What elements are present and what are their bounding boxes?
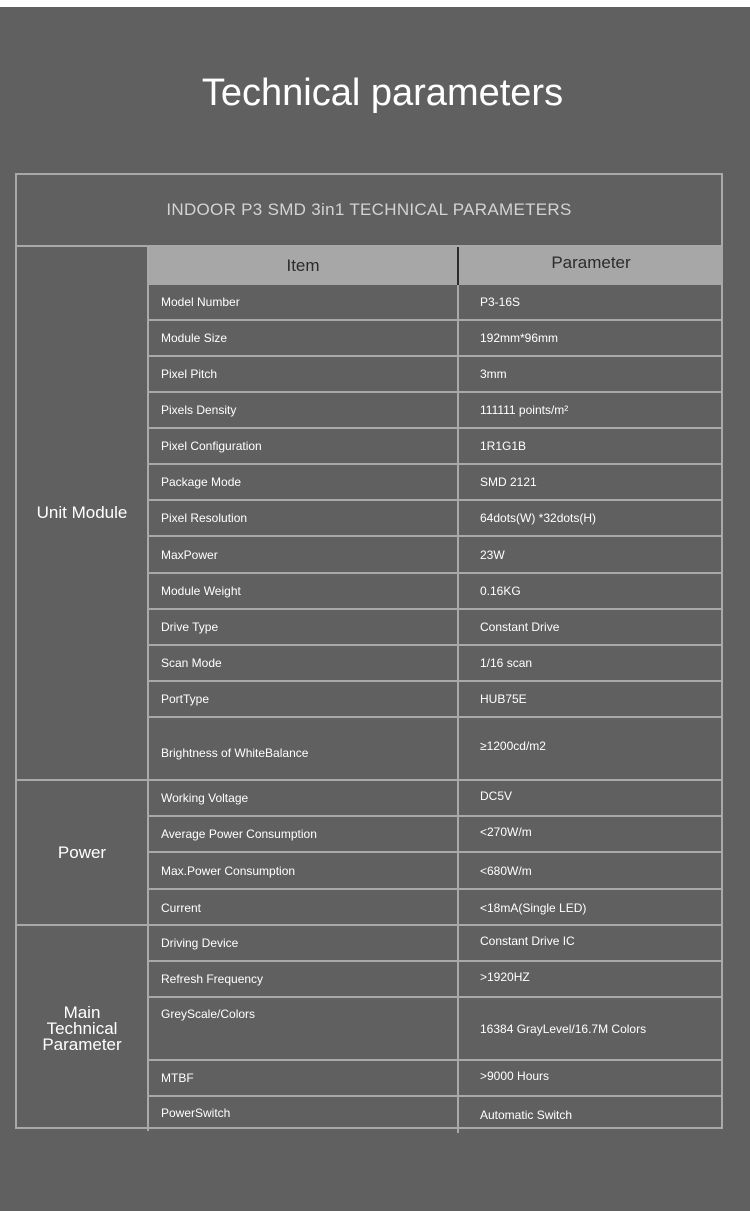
item-cell: PowerSwitch [149,1097,459,1133]
item-cell: MTBF [149,1061,459,1095]
table-row [149,817,723,853]
header-item: Item [149,247,459,285]
table-row [149,781,723,817]
table-row [149,998,723,1061]
parameter-cell: 1/16 scan [480,656,533,670]
parameter-cell: <680W/m [480,863,532,878]
group-label: Unit Module [17,247,149,779]
table-row [149,357,723,393]
parameter-cell: ≥1200cd/m2 [480,738,546,753]
parameters-table [15,173,723,1129]
parameter-cell: DC5V [480,789,513,803]
top-image-strip [0,0,750,7]
table-row [149,926,723,962]
parameter-cell: 192mm*96mm [480,331,559,345]
parameter-cell: 23W [480,547,505,562]
item-cell: Pixel Resolution [149,501,459,535]
item-cell: Brightness of WhiteBalance [149,718,459,779]
parameter-cell: >9000 Hours [480,1069,550,1083]
parameter-cell: 3mm [480,367,507,381]
table-row [149,1061,723,1097]
table-row [149,718,723,779]
item-cell: Driving Device [149,926,459,960]
table-row [149,646,723,682]
item-cell: Pixel Configuration [149,429,459,463]
parameter-cell: >1920HZ [480,970,530,984]
parameter-cell: Constant Drive [480,620,560,634]
item-cell: Module Weight [149,574,459,608]
item-cell: Working Voltage [149,781,459,815]
table-row [149,574,723,610]
parameter-cell: SMD 2121 [480,475,537,489]
parameter-cell: <18mA(Single LED) [480,901,587,915]
group-main-technical-parameter [17,924,723,1131]
table-row [149,393,723,429]
table-row [149,682,723,718]
parameter-cell: 1R1G1B [480,439,527,453]
item-cell: Pixels Density [149,393,459,427]
group-label: Main Technical Parameter [17,926,149,1131]
parameter-cell: Automatic Switch [480,1108,573,1122]
table-row [149,1097,723,1133]
table-row [149,465,723,501]
item-cell: Package Mode [149,465,459,499]
group-label: Power [17,781,149,924]
table-row [149,501,723,537]
item-cell: MaxPower [149,537,459,572]
parameter-cell: <270W/m [480,825,532,839]
table-row [149,962,723,998]
item-cell: Refresh Frequency [149,962,459,996]
group-unit-module [17,247,723,779]
table-row [149,890,723,926]
item-cell: Current [149,890,459,926]
parameter-cell: HUB75E [480,692,527,706]
table-banner: INDOOR P3 SMD 3in1 TECHNICAL PARAMETERS [17,175,721,247]
item-cell: Model Number [149,285,459,319]
item-cell: Scan Mode [149,646,459,680]
item-cell: Module Size [149,321,459,355]
item-cell: Max.Power Consumption [149,853,459,888]
header-parameter: Parameter [551,253,631,272]
item-cell: PortType [149,682,459,716]
table-row [149,429,723,465]
table-row [149,285,723,321]
page-title: Technical parameters [201,72,564,114]
parameter-cell: 16384 GrayLevel/16.7M Colors [480,1021,647,1036]
parameter-cell: 111111 points/m² [480,403,569,417]
item-cell: Average Power Consumption [149,817,459,851]
table-row [149,853,723,890]
parameter-cell: 0.16KG [480,584,521,598]
parameter-cell: Constant Drive IC [480,934,575,948]
item-cell: GreyScale/Colors [149,998,459,1059]
item-cell: Pixel Pitch [149,357,459,391]
group-power [17,779,723,924]
table-row [149,537,723,574]
parameter-cell: 64dots(W) *32dots(H) [480,511,597,525]
item-cell: Drive Type [149,610,459,644]
table-row [149,321,723,357]
table-row [149,610,723,646]
parameter-cell: P3-16S [480,295,521,309]
